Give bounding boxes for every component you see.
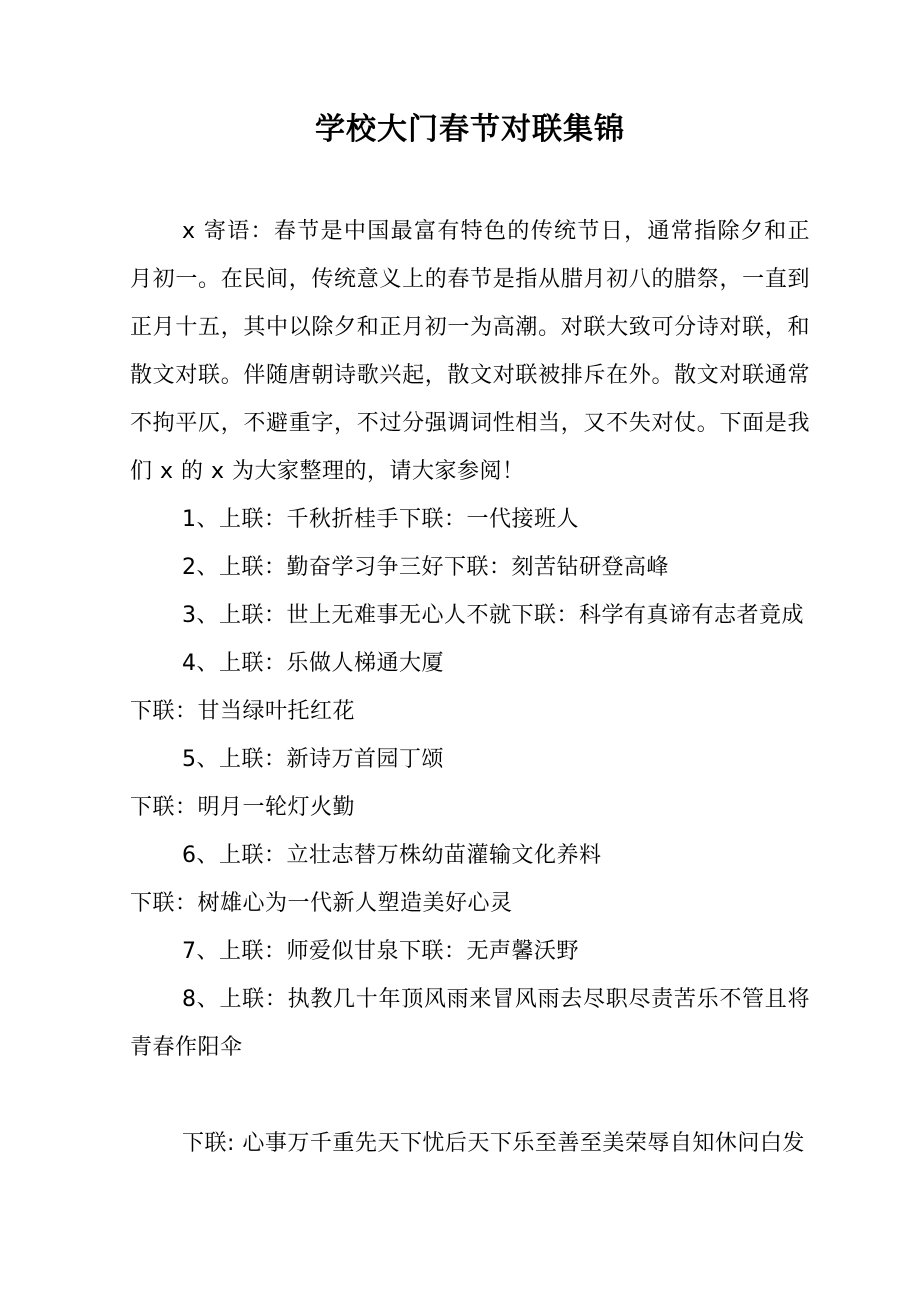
couplet-line: 1、上联：千秋折桂手下联：一代接班人 xyxy=(182,507,579,532)
couplet-line: 6、上联：立壮志替万株幼苗灌输文化养料 xyxy=(182,843,602,868)
couplet-line: 5、上联：新诗万首园丁颂 xyxy=(182,747,444,772)
couplet-line: 4、上联：乐做人梯通大厦 xyxy=(182,651,444,676)
couplet-line: 7、上联：师爱似甘泉下联：无声馨沃野 xyxy=(182,939,579,964)
couplet-list xyxy=(130,496,810,1168)
couplet-line: 下联：明月一轮灯火勤 xyxy=(130,795,356,820)
document-title: 学校大门春节对联集锦 xyxy=(315,112,625,147)
couplet-line: 2、上联：勤奋学习争三好下联：刻苦钻研登高峰 xyxy=(182,555,669,580)
couplet-line: 下联：甘当绿叶托红花 xyxy=(130,699,356,724)
intro-paragraph: x 寄语：春节是中国最富有特色的传统节日，通常指除夕和正月初一。在民间，传统意义上的春节是指从腊月初八的腊祭，一直到正月十五，其中以除夕和正月初一为高潮。对联大致可分诗对联，和散文对联。伴随唐朝诗歌兴起，散文对联被排斥在外。散文对联通常不拘平仄，不避重字，不过分强调词性相当，又不失对仗。下面是我们 x 的 x 为大家整理的，请大家参阅！ xyxy=(130,219,810,484)
couplet-line: 3、上联：世上无难事无心人不就下联：科学有真谛有志者竟成 xyxy=(182,603,804,628)
couplet-line: 下联: 心事万千重先天下忧后天下乐至善至美荣辱自知休问白发 xyxy=(182,1131,805,1156)
couplet-line: 8、上联：执教几十年顶风雨来冒风雨去尽职尽责苦乐不管且将青春作阳伞 xyxy=(130,987,810,1060)
couplet-line: 下联：树雄心为一代新人塑造美好心灵 xyxy=(130,891,513,916)
